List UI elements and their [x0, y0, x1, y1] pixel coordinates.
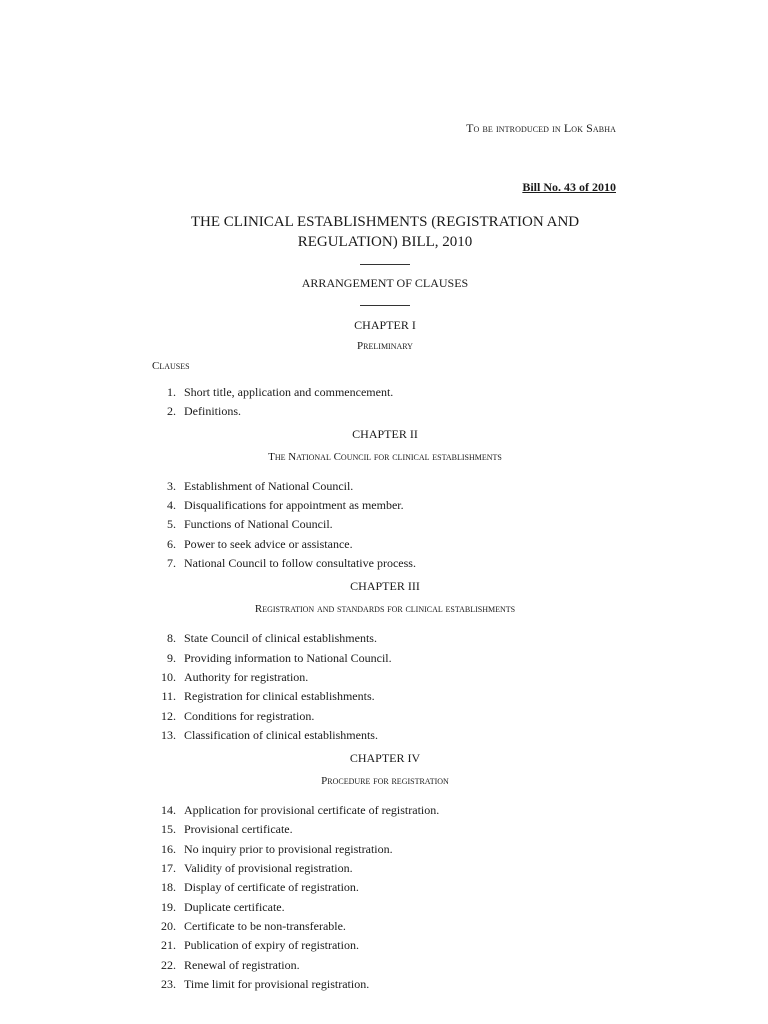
- clause-text: Duplicate certificate.: [184, 900, 285, 914]
- clause-item: [150, 516, 333, 532]
- arrangement-divider: [360, 305, 410, 306]
- clause-number: 1.: [167, 385, 176, 399]
- clause-number: 14.: [161, 803, 176, 817]
- clause-text: Authority for registration.: [184, 670, 309, 684]
- clause-number: 8.: [167, 631, 176, 645]
- clause-item: [150, 536, 353, 552]
- bill-title-line-1: THE CLINICAL ESTABLISHMENTS (REGISTRATION AND: [190, 214, 580, 230]
- clause-number: 22.: [161, 958, 176, 972]
- chapter-subheading: Registration and standards for clinical establishments: [254, 603, 516, 615]
- clause-number: 17.: [161, 861, 176, 875]
- clause-item: [150, 497, 404, 513]
- clause-number: 4.: [167, 498, 176, 512]
- clause-text: Publication of expiry of registration.: [184, 938, 359, 952]
- clause-text: Power to seek advice or assistance.: [184, 537, 353, 551]
- clause-number: 6.: [167, 537, 176, 551]
- clause-item: [150, 555, 416, 571]
- clause-item: [150, 899, 285, 915]
- clause-item: [150, 650, 392, 666]
- clause-item: [150, 841, 393, 857]
- clause-number: 7.: [167, 556, 176, 570]
- clause-item: [150, 879, 359, 895]
- clause-item: [150, 976, 369, 992]
- clause-text: Time limit for provisional registration.: [184, 977, 370, 991]
- clause-item: [150, 384, 393, 400]
- chapter-subheading: The National Council for clinical establishments: [268, 451, 502, 463]
- clause-text: Definitions.: [184, 404, 241, 418]
- clause-number: 12.: [161, 709, 176, 723]
- clause-text: Provisional certificate.: [184, 822, 293, 836]
- clause-number: 3.: [167, 479, 176, 493]
- clause-item: [150, 669, 308, 685]
- clause-item: [150, 802, 439, 818]
- introduction-note: To be introduced in Lok Sabha: [466, 121, 616, 135]
- clause-item: [150, 727, 378, 743]
- clause-item: [150, 821, 293, 837]
- chapter-heading: CHAPTER IV: [349, 751, 421, 765]
- bill-title-line-2: REGULATION) BILL, 2010: [297, 234, 473, 250]
- clause-number: 15.: [161, 822, 176, 836]
- clause-number: 2.: [167, 404, 176, 418]
- arrangement-heading: ARRANGEMENT OF CLAUSES: [301, 276, 469, 290]
- clause-number: 20.: [161, 919, 176, 933]
- clause-text: Establishment of National Council.: [184, 479, 354, 493]
- clause-item: [150, 403, 241, 419]
- clause-text: Certificate to be non-transferable.: [184, 919, 346, 933]
- clause-number: 5.: [167, 517, 176, 531]
- clause-number: 21.: [161, 938, 176, 952]
- clause-text: Short title, application and commencement.: [184, 385, 394, 399]
- bill-title: [150, 212, 620, 252]
- clause-text: Renewal of registration.: [184, 958, 300, 972]
- clause-item: [150, 937, 359, 953]
- chapter-subheading: Procedure for registration: [321, 775, 449, 787]
- clause-number: 23.: [161, 977, 176, 991]
- clauses-label: Clauses: [152, 360, 190, 372]
- clause-item: [150, 957, 300, 973]
- clause-item: [150, 918, 346, 934]
- clause-item: [150, 860, 353, 876]
- clause-text: Disqualifications for appointment as member.: [184, 498, 404, 512]
- clause-item: [150, 478, 353, 494]
- bill-number: Bill No. 43 of 2010: [522, 180, 616, 194]
- clause-item: [150, 630, 377, 646]
- clause-number: 16.: [161, 842, 176, 856]
- clause-text: Conditions for registration.: [184, 709, 315, 723]
- clause-text: Classification of clinical establishments.: [184, 728, 378, 742]
- clause-text: Providing information to National Council.: [184, 651, 392, 665]
- clause-text: Application for provisional certificate of registration.: [184, 803, 440, 817]
- clause-text: Validity of provisional registration.: [184, 861, 353, 875]
- chapter-heading: CHAPTER I: [354, 318, 416, 332]
- clause-number: 18.: [161, 880, 176, 894]
- clause-item: [150, 708, 314, 724]
- clause-text: Display of certificate of registration.: [184, 880, 359, 894]
- clause-item: [150, 688, 375, 704]
- clause-text: No inquiry prior to provisional registration.: [184, 842, 393, 856]
- chapter-heading: CHAPTER III: [350, 579, 420, 593]
- title-divider: [360, 264, 410, 265]
- clause-text: Functions of National Council.: [184, 517, 333, 531]
- clause-number: 13.: [161, 728, 176, 742]
- clause-text: Registration for clinical establishments.: [184, 689, 375, 703]
- clause-number: 11.: [161, 689, 176, 703]
- clause-text: National Council to follow consultative process.: [184, 556, 416, 570]
- chapter-subheading: Preliminary: [357, 340, 413, 352]
- clause-number: 10.: [161, 670, 176, 684]
- clause-number: 9.: [167, 651, 176, 665]
- clause-number: 19.: [161, 900, 176, 914]
- clause-text: State Council of clinical establishments.: [184, 631, 377, 645]
- chapter-heading: CHAPTER II: [352, 427, 418, 441]
